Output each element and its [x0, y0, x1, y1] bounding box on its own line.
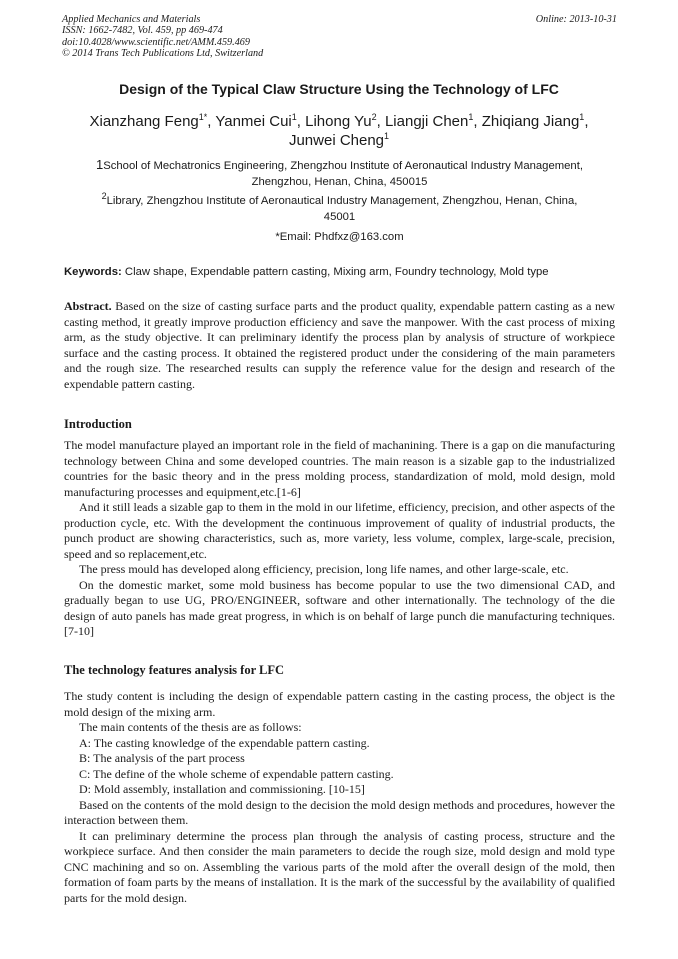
doi-line: doi:10.4028/www.scientific.net/AMM.459.469 — [62, 36, 250, 48]
affiliation-1 — [62, 157, 617, 190]
list-item: C: The define of the whole scheme of expendable pattern casting. — [79, 766, 394, 781]
copyright-line: © 2014 Trans Tech Publications Ltd, Switzerland — [62, 48, 264, 60]
affiliation-line-1: Library, Zhengzhou Institute of Aeronautical Industry Management, Zhengzhou, Henan, China, — [106, 195, 578, 207]
author-affiliation-mark: 1 — [468, 112, 474, 122]
paragraph: The model manufacture played an important role in the field of machanining. There is a gap on die manufacturing technology between China and some developed countries. The main reason is a sizable gap to the industrialized countries for the basic theory and in the press molding process, standardization of mold, mold design, mold manufacturing processes and equipment,etc.[1-6] — [64, 438, 615, 499]
list-item: A: The casting knowledge of the expendable pattern casting. — [79, 735, 370, 750]
section-heading-introduction: Introduction — [64, 417, 132, 431]
abstract-label: Abstract. — [64, 299, 112, 313]
journal-name: Applied Mechanics and Materials — [62, 14, 201, 25]
author: Yanmei Cui — [215, 113, 292, 130]
keywords — [64, 266, 619, 278]
author-affiliation-mark: 1 — [291, 112, 297, 122]
paragraph: It can preliminary determine the process plan through the analysis of casting process, structure and the workpiece surface. And then consider the main parameters to decide the rough size, mold design and mold type CNC machining and so on. Assembling the various parts of the mold after the overall design of the mold, then formation of foam parts by the means of installation. It is the mark of the successful by the availability of qualified parts for the mold design. — [64, 828, 615, 905]
paragraph: The main contents of the thesis are as follows: — [79, 720, 302, 734]
affiliation-line-1: School of Mechatronics Engineering, Zhengzhou Institute of Aeronautical Industry Management, — [103, 160, 583, 172]
paragraph: The press mould has developed along efficiency, precision, long life names, and other large-scale, etc. — [79, 562, 569, 576]
paragraph: The study content is including the design of expendable pattern casting in the casting process, the object is the mold design of the mixing arm. — [64, 689, 615, 719]
abstract — [64, 299, 615, 392]
issn-line: ISSN: 1662-7482, Vol. 459, pp 469-474 — [62, 25, 223, 37]
contact-email: *Email: Phdfxz@163.com — [275, 231, 404, 243]
author-affiliation-mark: 1* — [198, 112, 208, 122]
introduction-body — [64, 438, 615, 640]
paragraph: Based on the contents of the mold design to the decision the mold design methods and procedures, however the interaction between them. — [64, 797, 615, 827]
author-affiliation-mark: 2 — [371, 112, 377, 122]
author-list: Xianzhang Feng$^{1*}$, Yanmei Cui$^1$, Lihong Yu$^2$, Liangji Chen$^1$, Zhiqiang Jiang$^1$, Junwei Cheng$^1$ — [89, 112, 589, 149]
list-item: D: Mold assembly, installation and commissioning. [10-15] — [79, 782, 365, 796]
author: Xianzhang Feng — [89, 113, 199, 130]
abstract-text: Based on the size of casting surface parts and the product quality, expendable pattern casting as a new casting method, it greatly improve production efficiency and save the manpower. With the cast process of mixing arm, as the study objective. It can preliminary identify the process plan by analysis of structure of workpiece surface and the casting process. It obtained the registered product under the considering of the main parameters and the rough size. The researched results can supply the reference value for the design and research of the expendable pattern casting. — [64, 299, 616, 391]
author: Liangji Chen — [384, 113, 469, 130]
author-affiliation-mark: 1 — [384, 131, 390, 141]
paragraph: On the domestic market, some mold business has become popular to use the two dimensional CAD, and gradually began to use UG, PRO/ENGINEER, software and other internationally. The technology of the die design of auto panels has made great progress, in which is on behalf of large punch die manufacturing techniques.[7-10] — [64, 577, 615, 638]
list-item: B: The analysis of the part process — [79, 751, 245, 765]
author: Zhiqiang Jiang — [481, 113, 580, 130]
affiliation-2 — [62, 193, 617, 225]
author: Lihong Yu — [305, 113, 372, 130]
affiliation-line-2: Zhengzhou, Henan, China, 450015 — [251, 176, 428, 188]
keywords-label: Keywords: — [64, 266, 122, 278]
keywords-text: Claw shape, Expendable pattern casting, Mixing arm, Foundry technology, Mold type — [124, 266, 549, 278]
paper-title: Design of the Typical Claw Structure Using the Technology of LFC — [119, 81, 559, 97]
journal-header — [62, 14, 617, 60]
affiliation-mark: 1 — [95, 157, 104, 172]
affiliation-mark: 2 — [101, 191, 107, 202]
author-affiliation-mark: 1 — [579, 112, 585, 122]
section-heading-technology: The technology features analysis for LFC — [64, 663, 285, 677]
technology-body — [64, 689, 615, 906]
online-date: Online: 2013-10-31 — [535, 14, 617, 25]
affiliation-line-2: 45001 — [323, 211, 356, 223]
paragraph: And it still leads a sizable gap to them in the mold in our lifetime, efficiency, precision, and other aspects of the production cycle, etc. With the development the continuous improvement of quality of industrial products, the punch product are showing characteristics, such as, more variety, less volume, complex, large-scale, precision, speed and so replacement,etc. — [64, 500, 615, 561]
author: Junwei Cheng — [288, 132, 385, 149]
